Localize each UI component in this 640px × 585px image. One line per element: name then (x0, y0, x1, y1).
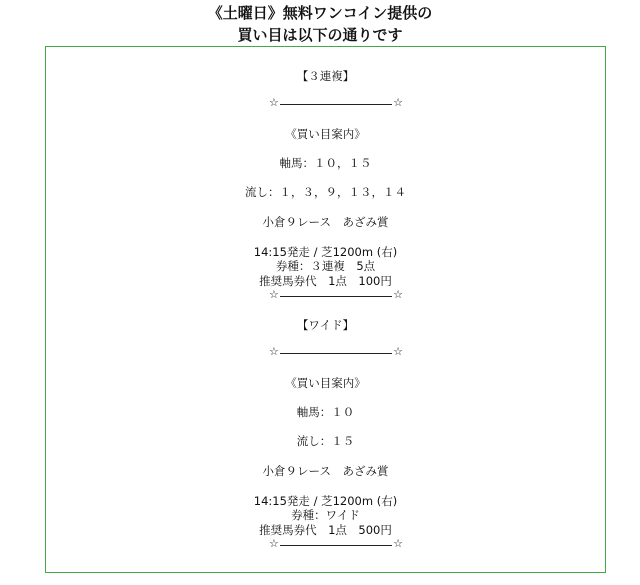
star-icon: ☆ (393, 288, 403, 301)
bet-type: 券種：ワイド (291, 508, 360, 522)
star-icon: ☆ (269, 96, 279, 109)
flow-horses: 流し：１，３，９，１３，１４ (245, 185, 406, 199)
ticket-type-label: 【ワイド】 (296, 318, 355, 332)
start-info: 14:15発走 / 芝1200m (右) (253, 494, 398, 508)
flow-horses: 流し：１５ (296, 434, 355, 448)
axis-horses: 軸馬：１０ (296, 405, 355, 419)
divider-line (280, 104, 392, 105)
ticket-type-label: 【３連複】 (296, 69, 355, 83)
star-icon: ☆ (269, 288, 279, 301)
bet-type: 券種：３連複 5点 (275, 259, 376, 273)
star-divider (269, 290, 403, 302)
star-divider (269, 539, 403, 551)
picks-box (45, 46, 606, 573)
race-name: 小倉９レース あざみ賞 (262, 464, 389, 478)
divider-line (280, 296, 392, 297)
heading-line-2: 買い目は以下の通りです (237, 26, 403, 44)
axis-horses: 軸馬：１０，１５ (279, 156, 372, 170)
heading-line-1: 《土曜日》無料ワンコイン提供の (207, 4, 433, 22)
star-icon: ☆ (393, 345, 403, 358)
start-info: 14:15発走 / 芝1200m (右) (253, 245, 398, 259)
star-divider (269, 98, 403, 110)
star-icon: ☆ (393, 96, 403, 109)
recommended-amount: 推奨馬券代 1点 100円 (259, 274, 392, 288)
guide-label: 《買い目案内》 (285, 127, 366, 141)
star-icon: ☆ (393, 537, 403, 550)
page-heading (0, 2, 640, 46)
divider-line (280, 353, 392, 354)
star-icon: ☆ (269, 345, 279, 358)
star-icon: ☆ (269, 537, 279, 550)
recommended-amount: 推奨馬券代 1点 500円 (259, 523, 392, 537)
race-name: 小倉９レース あざみ賞 (262, 215, 389, 229)
guide-label: 《買い目案内》 (285, 376, 366, 390)
divider-line (280, 545, 392, 546)
star-divider (269, 347, 403, 359)
